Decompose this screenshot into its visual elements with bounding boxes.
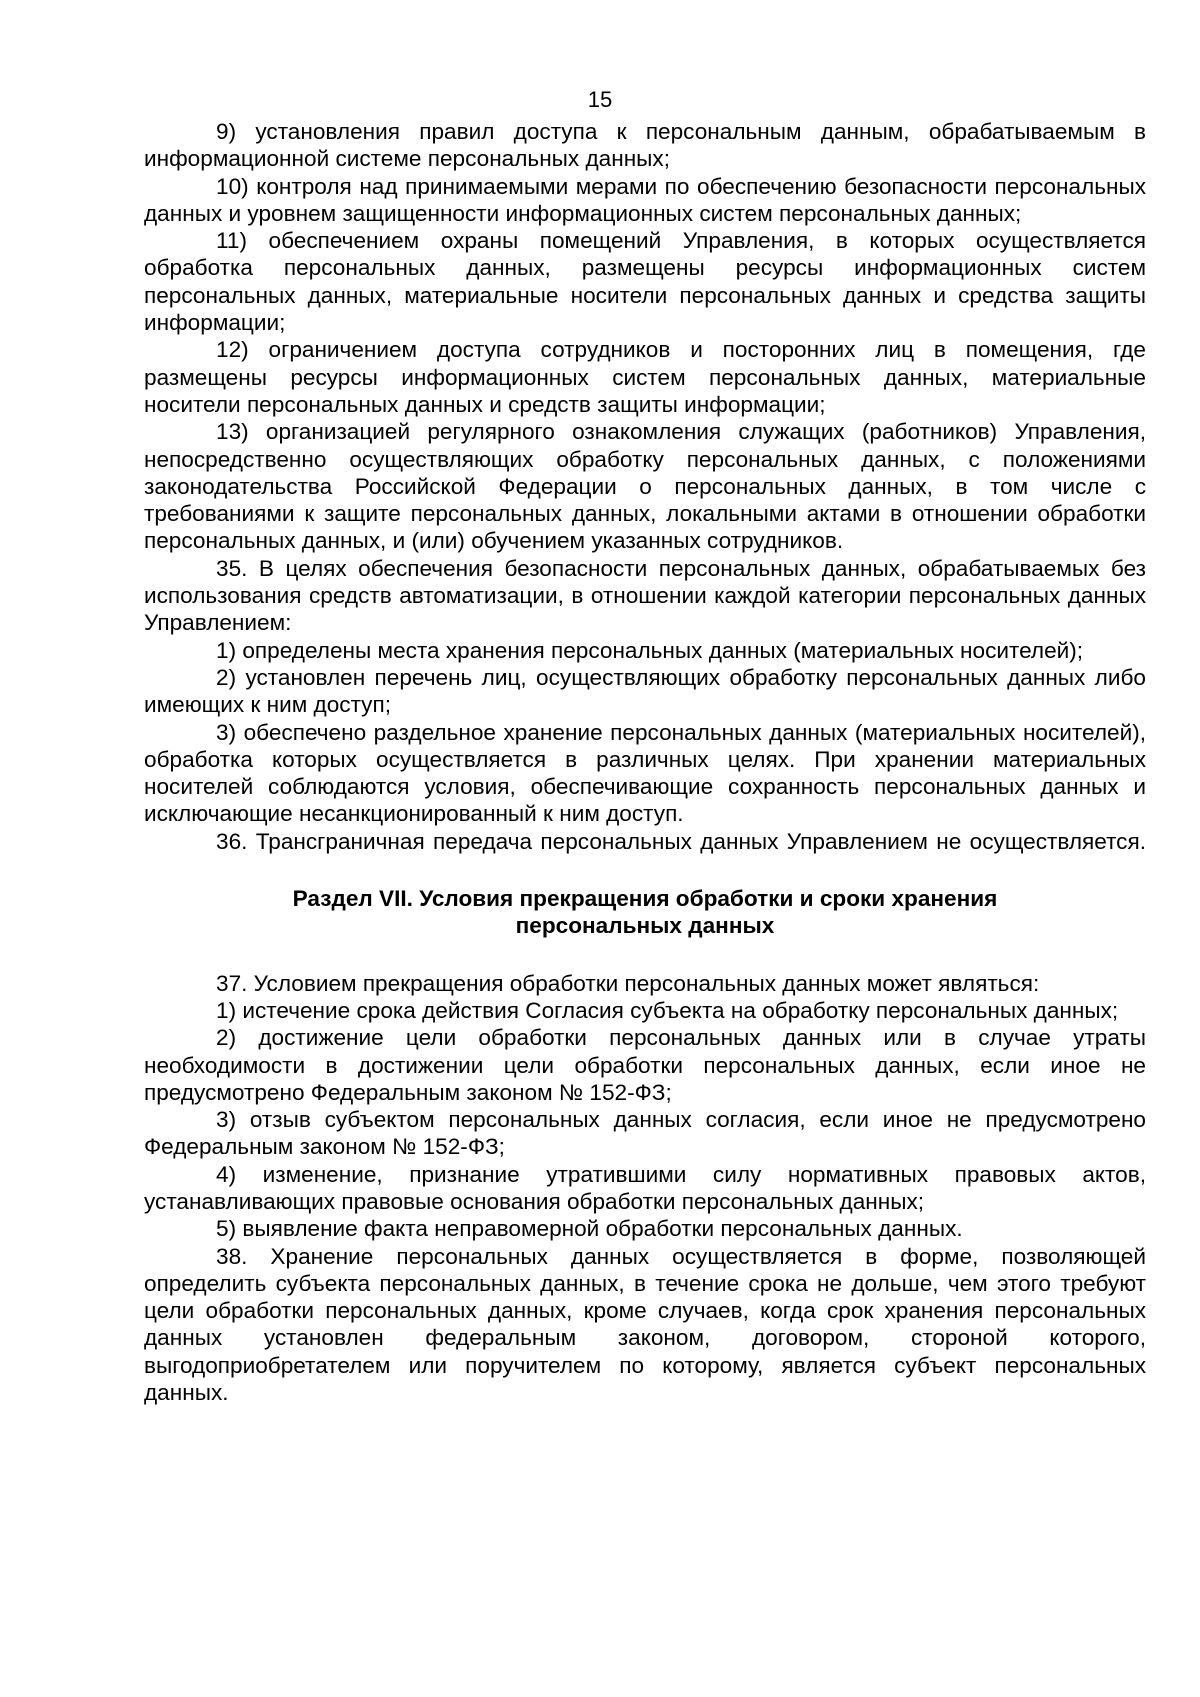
paragraph-clause-37-item-2: 2) достижение цели обработки персональных данных или в случае утраты необходимости в достижении цели обработки персональных данных, если иное не предусмотрено Федеральным законом № 152-ФЗ;: [144, 1025, 1146, 1105]
paragraph-item-9: 9) установления правил доступа к персональным данным, обрабатываемым в информационной системе персональных данных;: [144, 119, 1146, 172]
page-number: 15: [587, 87, 613, 112]
paragraph-clause-37-item-5: 5) выявление факта неправомерной обработки персональных данных.: [216, 1216, 963, 1242]
paragraph-clause-35-item-1: 1) определены места хранения персональных данных (материальных носителей);: [216, 637, 1084, 663]
paragraph-clause-37-item-4: 4) изменение, признание утратившими силу нормативных правовых актов, устанавливающих правовые основания обработки персональных данных;: [144, 1161, 1146, 1214]
paragraph-clause-35: 35. В целях обеспечения безопасности персональных данных, обрабатываемых без использования средств автоматизации, в отношении каждой категории персональных данных Управлением:: [144, 555, 1146, 636]
paragraph-clause-38: 38. Хранение персональных данных осуществляется в форме, позволяющей определить субъекта персональных данных, в течение срока не дольше, чем этого требуют цели обработки персональных данных, кроме случаев, когда срок хранения персональных данных установлен федеральным законом, договором, стороной которого, выгодоприобретателем или поручителем по которому, является субъект персональных данных.: [144, 1243, 1146, 1406]
paragraph-clause-37-item-1: 1) истечение срока действия Согласия субъекта на обработку персональных данных;: [216, 997, 1119, 1023]
paragraph-clause-37: 37. Условием прекращения обработки персональных данных может являться:: [216, 970, 1040, 996]
section-heading: [144, 885, 1146, 940]
paragraph-clause-37-item-3: 3) отзыв субъектом персональных данных согласия, если иное не предусмотрено Федеральным законом № 152-ФЗ;: [144, 1107, 1146, 1160]
paragraph-item-10: 10) контроля над принимаемыми мерами по обеспечению безопасности персональных данных и уровнем защищенности информационных систем персональных данных;: [144, 173, 1146, 226]
paragraph-clause-36: 36. Трансграничная передача персональных данных Управлением не осуществляется.: [216, 828, 1146, 854]
document-body: [144, 118, 1146, 1406]
section-title-line-1: Раздел VII. Условия прекращения обработки и сроки хранения: [292, 886, 998, 912]
paragraph-clause-35-item-2: 2) установлен перечень лиц, осуществляющих обработку персональных данных либо имеющих к ним доступ;: [144, 664, 1146, 718]
paragraph-item-13: 13) организацией регулярного ознакомления служащих (работников) Управления, непосредственно осуществляющих обработку персональных данных, с положениями законодательства Российской Федерации о персональных данных, в том числе с требованиями к защите персональных данных, локальными актами в отношении обработки персональных данных, и (или) обучением указанных сотрудников.: [144, 419, 1146, 554]
paragraph-item-11: 11) обеспечением охраны помещений Управления, в которых осуществляется обработка персональных данных, размещены ресурсы информационных систем персональных данных, материальные носители персональных данных и средства защиты информации;: [144, 228, 1146, 336]
paragraph-clause-35-item-3: 3) обеспечено раздельное хранение персональных данных (материальных носителей), обработка которых осуществляется в различных целях. При хранении материальных носителей соблюдаются условия, обеспечивающие сохранность персональных данных и исключающие несанкционированный к ним доступ.: [144, 719, 1146, 827]
section-title-line-2: персональных данных: [515, 913, 775, 939]
paragraph-item-12: 12) ограничением доступа сотрудников и посторонних лиц в помещения, где размещены ресурсы информационных систем персональных данных, материальные носители персональных данных и средств защиты информации;: [144, 337, 1146, 417]
